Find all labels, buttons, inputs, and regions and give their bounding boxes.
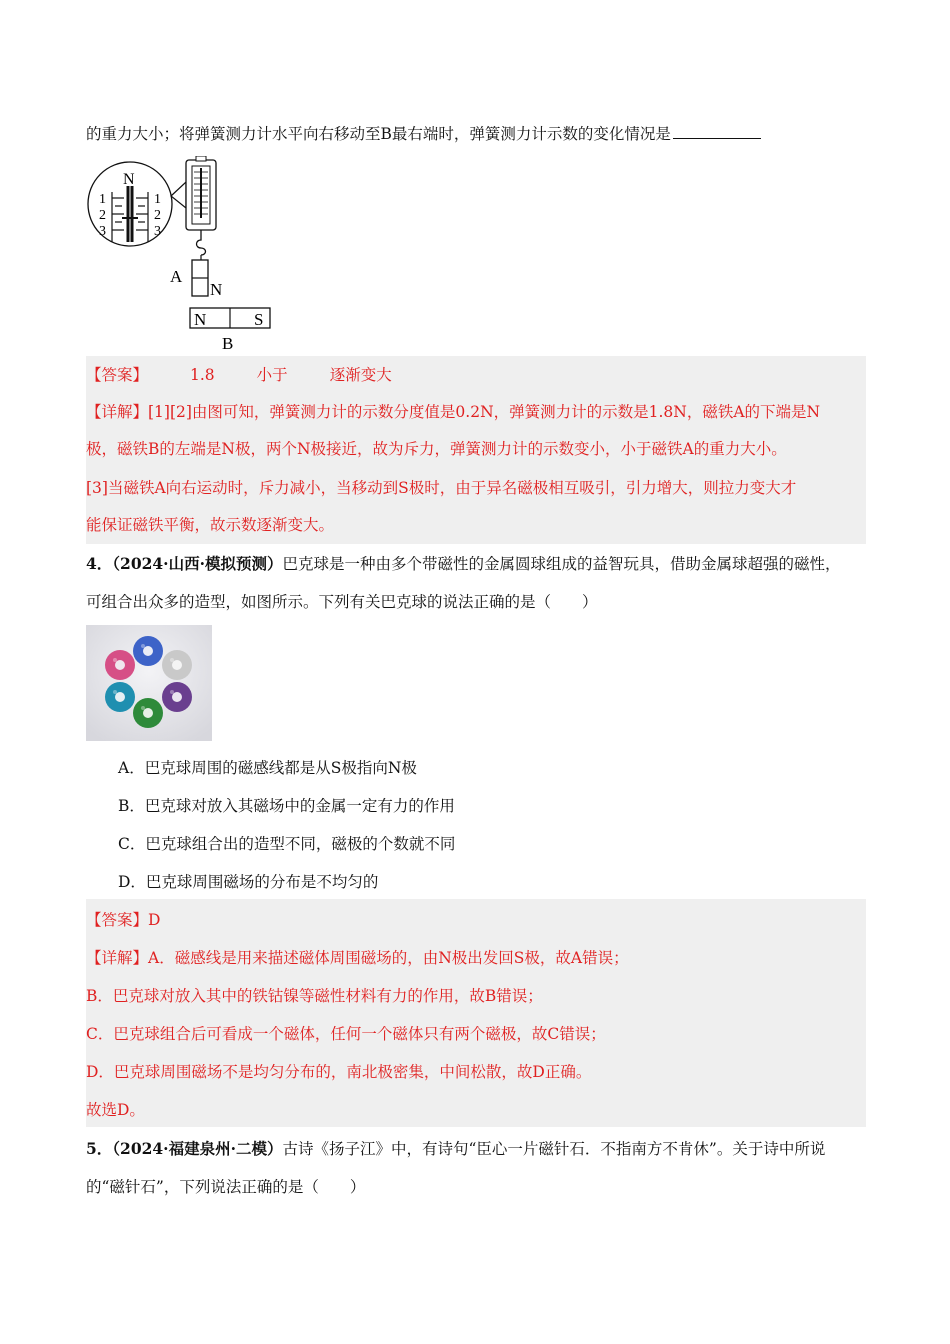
q4-line-1 [86, 554, 841, 574]
buckyball-cluster-pink [105, 650, 135, 680]
q4-answer-box [86, 899, 866, 1127]
q3-detail-line-1: 【详解】[1][2]由图可知，弹簧测力计的示数分度值是0.2N，弹簧测力计的示数是1.8N，磁铁A的下端是N [86, 403, 821, 421]
scale-left-1: 1 [99, 192, 106, 207]
q4-detail-3: C．巴克球组合后可看成一个磁体，任何一个磁体只有两个磁极，故C错误； [86, 1025, 606, 1043]
magnet-b-north: N [194, 310, 207, 329]
buckyball-photo [86, 625, 212, 741]
q4-option-d: D．巴克球周围磁场的分布是不均匀的 [118, 873, 379, 891]
q4-detail-2: B．巴克球对放入其中的铁钴镍等磁性材料有力的作用，故B错误； [86, 987, 543, 1005]
q4-option-c: C．巴克球组合出的造型不同，磁极的个数就不同 [118, 835, 456, 853]
buckyball-cluster-green [133, 698, 163, 728]
scale-hook [197, 230, 206, 255]
spring-scale-figure [82, 156, 282, 356]
scale-right-3: 3 [154, 224, 161, 239]
buckyball-cluster-blue [133, 636, 163, 666]
q4-number: 4． [86, 554, 113, 573]
magnet-a-label: A [170, 267, 183, 286]
q5-stem-1: 古诗《扬子江》中，有诗句“臣心一片磁针石．不指南方不肯休”。关于诗中所说 [282, 1140, 826, 1158]
scale-top-ring [196, 156, 206, 161]
magnet-a-pole: N [210, 280, 223, 299]
buckyball-cluster-teal [105, 682, 135, 712]
q3-detail-line-2: 极，磁铁B的左端是N极，两个N极接近，故为斥力，弹簧测力计的示数变小，小于磁铁A的重力大小。 [86, 440, 787, 458]
q4-detail-4: D．巴克球周围磁场不是均匀分布的，南北极密集，中间松散，故D正确。 [86, 1063, 592, 1081]
answer-blank [673, 124, 761, 139]
q5-line-2: 的“磁针石”，下列说法正确的是（ ） [86, 1178, 366, 1196]
scale-right-2: 2 [154, 208, 161, 223]
buckyball-cluster-silver [162, 650, 192, 680]
q5-line-1 [86, 1139, 825, 1159]
scale-left-2: 2 [99, 208, 106, 223]
magnet-b-south: S [254, 310, 264, 329]
q4-option-b: B．巴克球对放入其磁场中的金属一定有力的作用 [118, 797, 455, 815]
scale-right-1: 1 [154, 192, 161, 207]
q4-option-a: A．巴克球周围的磁感线都是从S极指向N极 [118, 759, 417, 777]
q4-detail-1: 【详解】A．磁感线是用来描述磁体周围磁场的，由N极出发回S极，故A错误； [86, 949, 629, 967]
q3-answer-tag: 【答案】 [86, 366, 149, 384]
intro-line [86, 124, 761, 144]
q3-answer-1: 1.8 [190, 366, 215, 384]
q4-line-2: 可组合出众多的造型，如图所示。下列有关巴克球的说法正确的是（ ） [86, 593, 598, 611]
callout-pointer [171, 182, 186, 208]
q3-answer-line [86, 365, 392, 385]
scale-unit-label: N [123, 171, 135, 188]
q5-number: 5． [86, 1139, 113, 1158]
q5-source: （2024·福建泉州·二模） [112, 1139, 283, 1158]
scale-left-3: 3 [99, 224, 106, 239]
buckyball-cluster-purple [162, 682, 192, 712]
q3-answer-3: 逐渐变大 [329, 366, 392, 384]
q4-answer: 【答案】D [86, 911, 161, 929]
q4-source: （2024·山西·模拟预测） [112, 554, 283, 573]
scale-ticks [112, 186, 148, 242]
q4-stem-1: 巴克球是一种由多个带磁性的金属圆球组成的益智玩具，借助金属球超强的磁性， [282, 555, 841, 573]
q3-detail-line-3: [3]当磁铁A向右运动时，斥力减小，当移动到S极时，由于异名磁极相互吸引，引力增大，则拉力变大才 [86, 479, 797, 497]
q3-detail-line-4: 能保证磁铁平衡，故示数逐渐变大。 [86, 516, 335, 534]
q3-answer-2: 小于 [256, 366, 288, 384]
intro-text: 的重力大小；将弹簧测力计水平向右移动至B最右端时，弹簧测力计示数的变化情况是 [86, 125, 671, 143]
q4-detail-5: 故选D。 [86, 1101, 145, 1119]
magnet-b-label: B [222, 334, 234, 353]
